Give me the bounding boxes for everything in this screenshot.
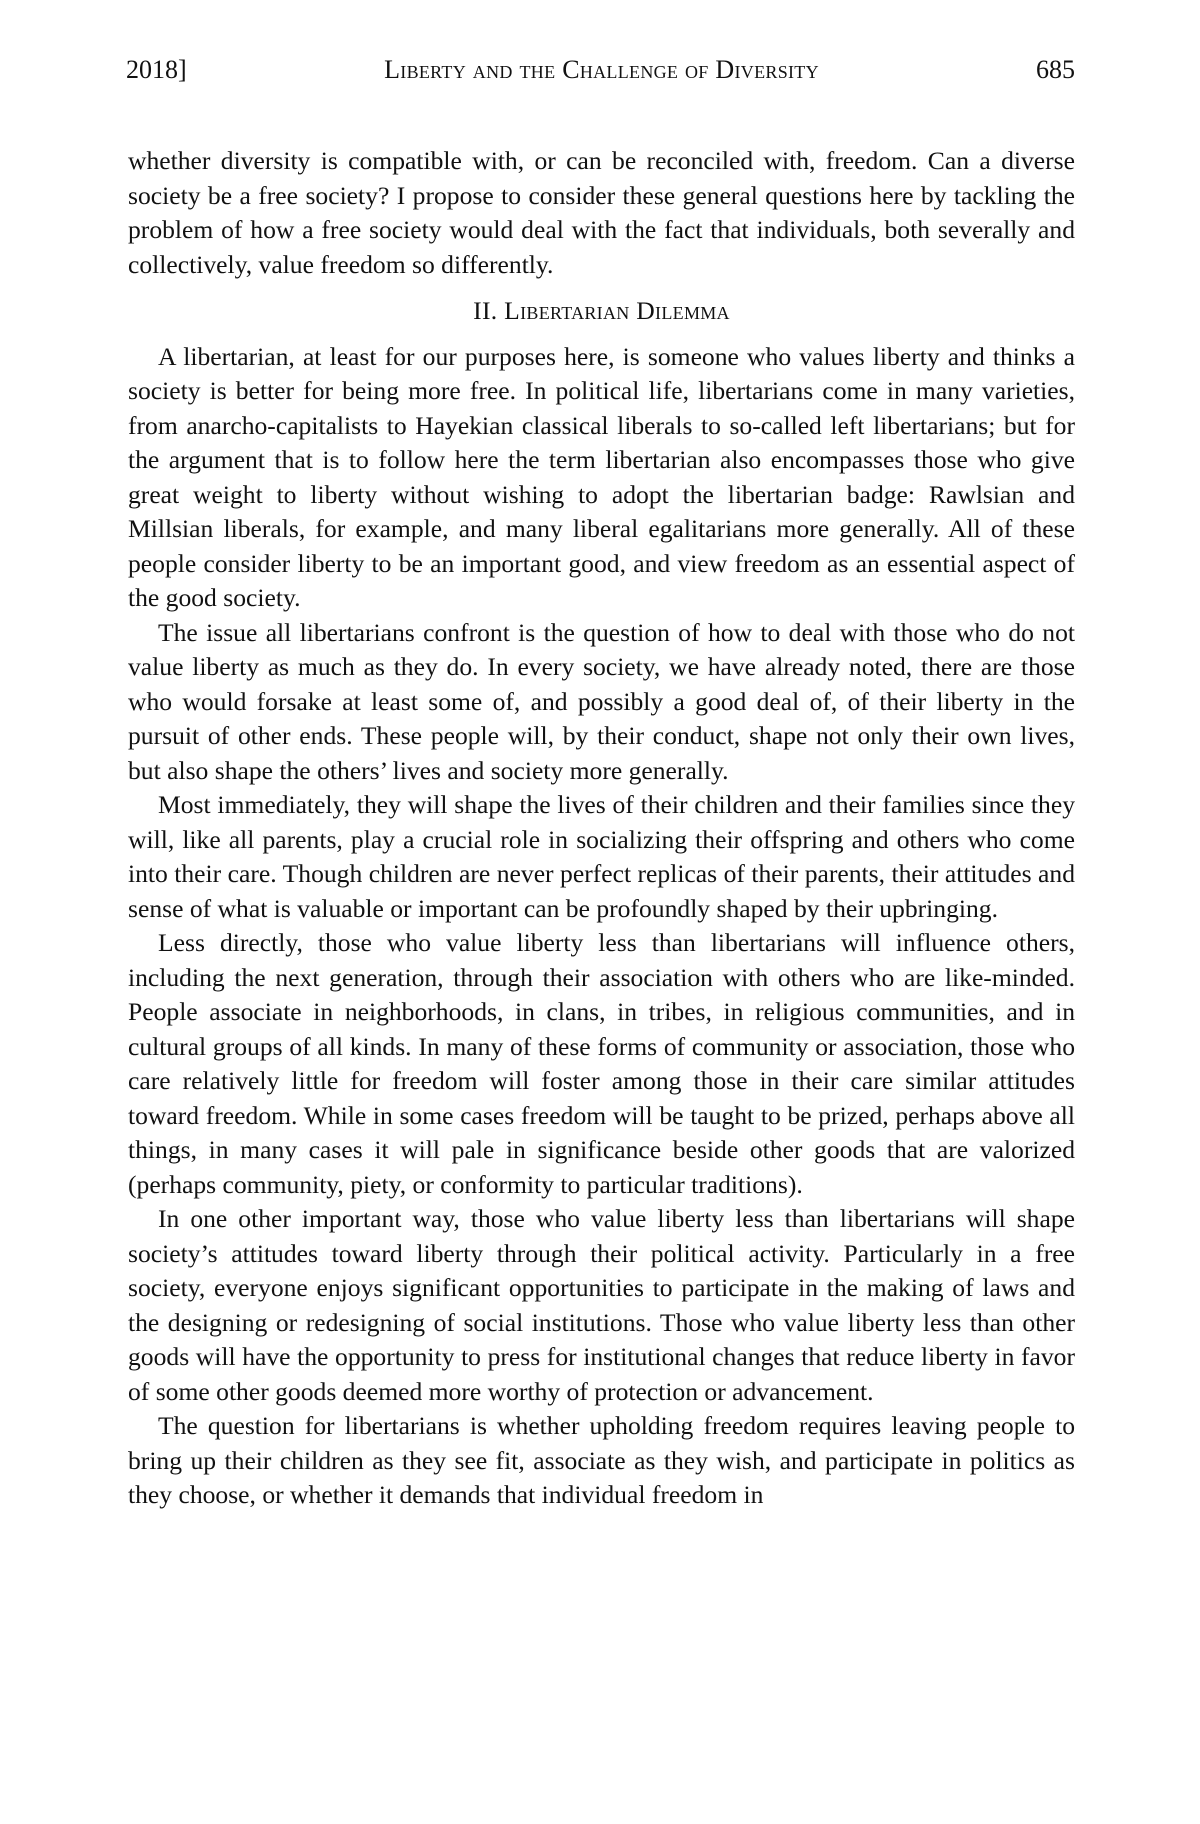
running-head-year: 2018] [126, 55, 187, 84]
running-head-title: Liberty and the Challenge of Diversity [384, 55, 819, 84]
paragraph: The issue all libertarians confront is the question of how to deal with those who do not value liberty as much as they do. In every society, we have already noted, there are those who would forsake at least some of, and possibly a good deal of, of their liberty in the pursuit of other ends. These people will, by their conduct, shape not only their own lives, but also shape the others’ lives and society more generally. [128, 617, 1075, 785]
section-heading: II. Libertarian Dilemma [473, 296, 730, 325]
paragraph-continued: whether diversity is compatible with, or can be reconciled with, freedom. Can a diverse society be a free society? I propose to consider these general questions here by tackling the problem of how a free society would deal with the fact that individuals, both severally and collectively, value freedom so differently. [128, 146, 1075, 279]
running-head [128, 50, 1075, 90]
paragraph: Most immediately, they will shape the lives of their children and their families since they will, like all parents, play a crucial role in socializing their offspring and others who come into their care. Though children are never perfect replicas of their parents, their attitudes and sense of what is valuable or important can be profoundly shaped by their upbringing. [128, 790, 1075, 923]
page [128, 50, 1075, 1513]
paragraph: In one other important way, those who value liberty less than libertarians will shape society’s attitudes toward liberty through their political activity. Particularly in a free society, everyone enjoys significant opportunities to participate in the making of laws and the designing or redesigning of social institutions. Those who value liberty less than other goods will have the opportunity to press for institutional changes that reduce liberty in favor of some other goods deemed more worthy of protection or advancement. [128, 1204, 1075, 1406]
paragraph: Less directly, those who value liberty less than libertarians will influence others, including the next generation, through their association with others who are like-minded. People associate in neighborhoods, in clans, in tribes, in religious communities, and in cultural groups of all kinds. In many of these forms of community or association, those who care relatively little for freedom will foster among those in their care similar attitudes toward freedom. While in some cases freedom will be taught to be prized, perhaps above all things, in many cases it will pale in significance beside other goods that are valorized (perhaps community, piety, or conformity to particular traditions). [128, 928, 1075, 1199]
paragraph: The question for libertarians is whether upholding freedom requires leaving people to bring up their children as they see fit, associate as they wish, and participate in politics as they choose, or whether it demands that individual freedom in [128, 1411, 1075, 1509]
paragraph: A libertarian, at least for our purposes here, is someone who values liberty and thinks a society is better for being more free. In political life, libertarians come in many varieties, from anarcho-capitalists to Hayekian classical liberals to so-called left libertarians; but for the argument that is to follow here the term libertarian also encompasses those who give great weight to liberty without wishing to adopt the libertarian badge: Rawlsian and Millsian liberals, for example, and many liberal egalitarians more generally. All of these people consider liberty to be an important good, and view freedom as an essential aspect of the good society. [128, 341, 1075, 612]
body-text [128, 144, 1075, 1513]
page-number: 685 [1036, 55, 1075, 84]
